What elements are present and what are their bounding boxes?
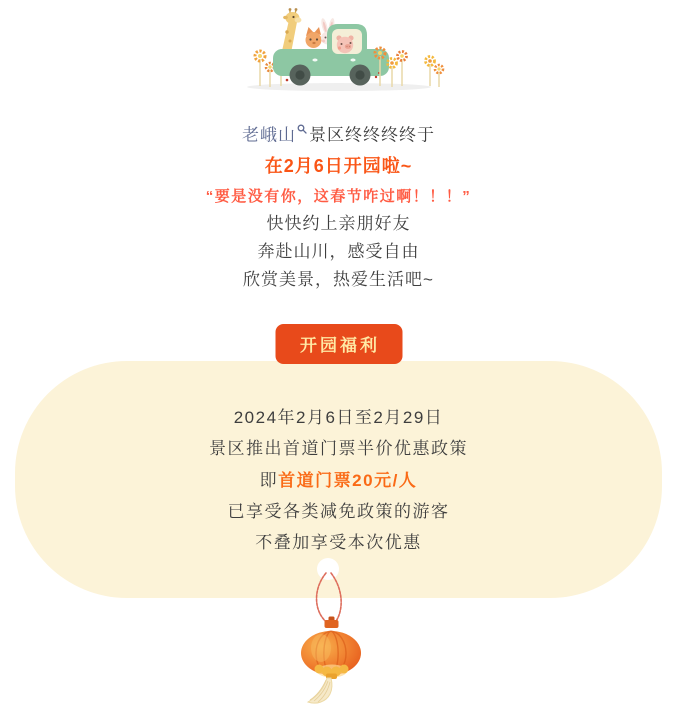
price-highlight: 首道门票20元/人 bbox=[278, 471, 418, 490]
wheel bbox=[349, 65, 370, 86]
ground-shadow bbox=[247, 83, 431, 91]
intro-line-4: 快快约上亲朋好友 bbox=[266, 214, 411, 233]
quote-line: “要是没有你，这春节咋过啊！！！” bbox=[205, 188, 472, 205]
flower bbox=[255, 51, 265, 86]
benefit-note-2: 不叠加享受本次优惠 bbox=[255, 533, 422, 552]
benefit-note-1: 已享受各类减免政策的游客 bbox=[227, 502, 450, 521]
lantern-tassel bbox=[308, 678, 332, 703]
cat bbox=[305, 27, 321, 48]
lantern-illustration bbox=[270, 556, 396, 708]
flower bbox=[397, 52, 406, 87]
lantern-string bbox=[317, 573, 342, 624]
intro-line-5: 奔赴山川，感受自由 bbox=[257, 242, 420, 261]
search-icon[interactable] bbox=[297, 124, 307, 134]
car-with-animals-illustration bbox=[229, 4, 449, 99]
flower bbox=[266, 63, 274, 87]
wheel bbox=[289, 65, 310, 86]
string-anchor-dot bbox=[317, 558, 339, 580]
intro-line-6: 欣赏美景，热爱生活吧~ bbox=[243, 270, 434, 289]
benefit-price-line bbox=[15, 470, 662, 492]
benefit-policy-line: 景区推出首道门票半价优惠政策 bbox=[209, 439, 468, 458]
flower bbox=[435, 65, 443, 87]
scenic-area-link[interactable]: 老峨山 bbox=[242, 125, 296, 145]
pig-driver bbox=[336, 35, 353, 53]
benefit-date-range: 2024年2月6日至2月29日 bbox=[233, 408, 444, 427]
flower bbox=[425, 57, 434, 87]
benefit-button[interactable]: 开园福利 bbox=[275, 324, 402, 364]
intro-line-1-text: 景区终终终终于 bbox=[309, 125, 435, 145]
price-prefix: 即 bbox=[259, 471, 279, 490]
opening-date-line: 在2月6日开园啦~ bbox=[264, 156, 413, 176]
intro-line-1 bbox=[0, 124, 677, 147]
